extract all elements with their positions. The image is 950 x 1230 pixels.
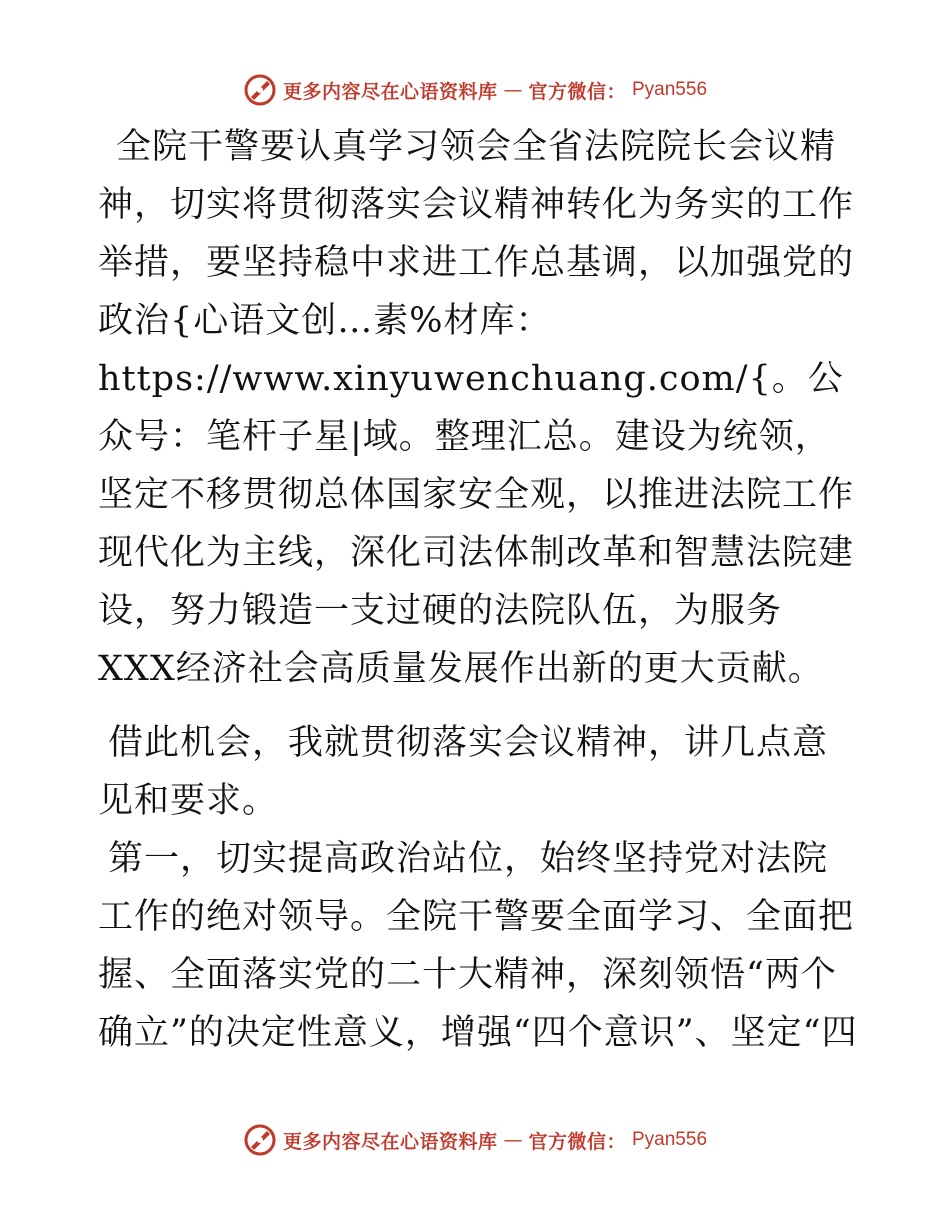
- paragraph-transition: 借此机会，我就贯彻落实会议精神，讲几点意见和要求。: [98, 723, 829, 821]
- banner-text: 更多内容尽在心语资料库: [282, 1130, 498, 1153]
- banner-wechat-label: 官方微信：: [528, 80, 626, 103]
- header-watermark: [0, 70, 950, 110]
- banner-wechat-label: 官方微信：: [528, 1130, 626, 1153]
- logo-icon: [243, 1123, 277, 1157]
- banner-handle: Pyan556: [632, 1129, 708, 1150]
- logo-icon: [243, 73, 277, 107]
- footer-watermark: [0, 1120, 950, 1160]
- banner-separator: —: [503, 1129, 523, 1151]
- banner-separator: —: [503, 79, 523, 101]
- banner-handle: Pyan556: [632, 79, 708, 100]
- banner-text: 更多内容尽在心语资料库: [282, 80, 498, 103]
- paragraph-intro: 全院干警要认真学习领会全省法院院长会议精神，切实将贯彻落实会议精神转化为务实的工作举措，要坚持稳中求进工作总基调，以加强党的政治{心语文创…素%材库：https://www.xinyuwenchuang.com/{。公众号：笔杆子星|域。整理汇总。建设为统领，坚定不移贯彻总体国家安全观，以推进法院工作现代化为主线，深化司法体制改革和智慧法院建设，努力锻造一支过硬的法院队伍，为服务XXX经济社会高质量发展作出新的更大贡献。: [98, 127, 855, 689]
- paragraph-point-one: 第一，切实提高政治站位，始终坚持党对法院工作的绝对领导。全院干警要全面学习、全面把握、全面落实党的二十大精神，深刻领悟“两个确立”的决定性意义，增强“四个意识”、坚定“四: [98, 839, 858, 1053]
